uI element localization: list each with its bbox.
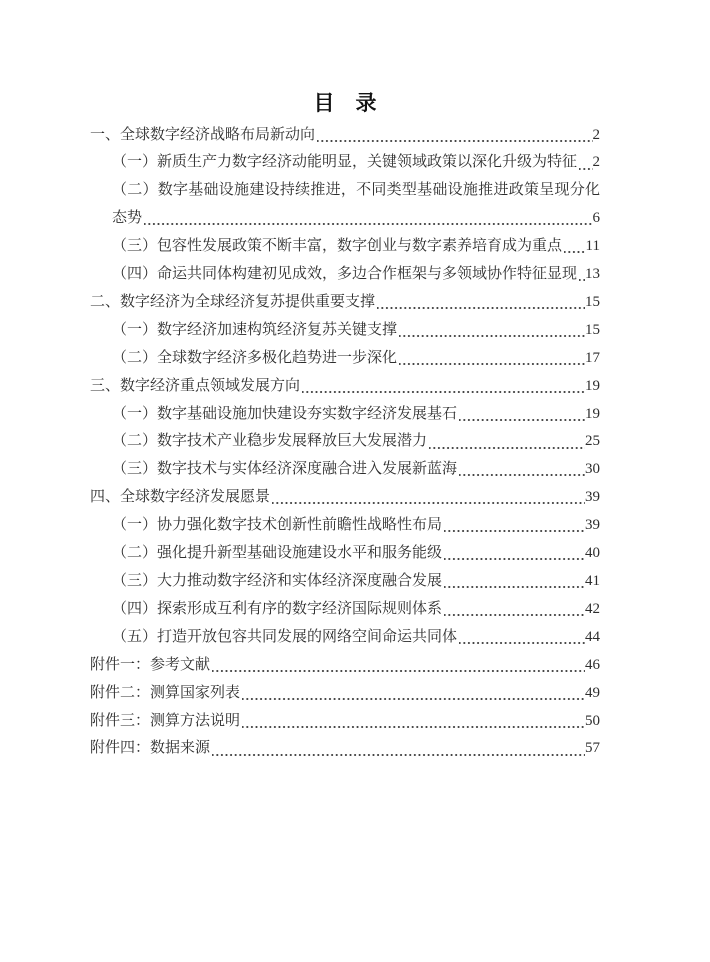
toc-entry[interactable] xyxy=(90,428,600,456)
toc-entry[interactable] xyxy=(90,624,600,652)
toc-entry-text: 二、数字经济为全球经济复苏提供重要支撑 xyxy=(90,293,376,310)
toc-list xyxy=(90,122,600,764)
toc-entry-text: 附件四：数据来源 xyxy=(90,740,211,757)
toc-dot-leader xyxy=(459,456,585,484)
toc-entry-text: 四、全球数字经济发展愿景 xyxy=(90,489,271,506)
toc-page-number: 2 xyxy=(592,154,600,171)
toc-page-number: 50 xyxy=(585,712,600,729)
toc-entry[interactable] xyxy=(90,680,600,708)
toc-entry[interactable] xyxy=(90,289,600,317)
toc-dot-leader xyxy=(377,289,585,317)
toc-entry[interactable] xyxy=(90,708,600,736)
toc-page-number: 30 xyxy=(585,461,600,478)
toc-page-number: 6 xyxy=(592,210,600,227)
toc-entry[interactable] xyxy=(90,652,600,680)
toc-entry-text: 三、数字经济重点领域发展方向 xyxy=(90,377,301,394)
toc-entry[interactable] xyxy=(90,401,600,429)
toc-dot-leader xyxy=(444,596,585,624)
toc-page-number: 46 xyxy=(585,656,600,673)
toc-page-number: 44 xyxy=(585,628,600,645)
toc-page-number: 40 xyxy=(585,545,600,562)
toc-entry-text: （一）协力强化数字技术创新性前瞻性战略性布局 xyxy=(112,517,443,534)
toc-entry-text: （二）强化提升新型基础设施建设水平和服务能级 xyxy=(112,545,443,562)
toc-page-number: 2 xyxy=(592,126,600,143)
toc-entry[interactable] xyxy=(90,512,600,540)
toc-page-number: 49 xyxy=(585,684,600,701)
toc-entry-text: （一）新质生产力数字经济动能明显，关键领域政策以深化升级为特征 xyxy=(112,154,578,171)
toc-dot-leader xyxy=(444,540,585,568)
toc-page-number: 19 xyxy=(585,405,600,422)
page-title: 目 录 xyxy=(313,92,377,115)
toc-page-number: 42 xyxy=(585,600,600,617)
toc-dot-leader xyxy=(459,624,585,652)
toc-entry[interactable] xyxy=(90,373,600,401)
toc-entry-text: 一、全球数字经济战略布局新动向 xyxy=(90,126,316,143)
toc-dot-leader xyxy=(429,428,585,456)
toc-page-number: 15 xyxy=(585,321,600,338)
toc-dot-leader xyxy=(564,233,586,261)
toc-dot-leader xyxy=(459,401,585,429)
toc-entry[interactable] xyxy=(90,735,600,763)
toc-entry[interactable] xyxy=(90,261,600,289)
toc-page-number: 13 xyxy=(585,266,601,283)
toc-dot-leader xyxy=(579,149,592,177)
toc-dot-leader xyxy=(302,373,585,401)
toc-page-number: 11 xyxy=(585,238,600,255)
toc-content xyxy=(90,92,600,763)
toc-entry-text: （二）数字基础设施建设持续推进，不同类型基础设施推进政策呈现分化 xyxy=(112,182,600,199)
toc-entry-text: （四）探索形成互利有序的数字经济国际规则体系 xyxy=(112,600,443,617)
toc-entry-text: （三）大力推动数字经济和实体经济深度融合发展 xyxy=(112,573,443,589)
toc-entry-text: （二）全球数字经济多极化趋势进一步深化 xyxy=(112,349,398,366)
toc-entry-text: 附件三：测算方法说明 xyxy=(90,712,241,729)
toc-entry[interactable] xyxy=(90,540,600,568)
toc-entry-text: 态势 xyxy=(112,210,143,227)
toc-entry[interactable] xyxy=(90,456,600,484)
toc-entry[interactable] xyxy=(90,149,600,177)
toc-page-number: 15 xyxy=(585,293,600,310)
toc-entry-text: （一）数字基础设施加快建设夯实数字经济发展基石 xyxy=(112,405,458,422)
toc-page-number: 17 xyxy=(585,349,600,366)
toc-page-number: 25 xyxy=(585,433,600,450)
toc-entry-text: （一）数字经济加速构筑经济复苏关键支撑 xyxy=(112,321,398,338)
toc-page-number: 39 xyxy=(585,517,600,534)
toc-page-number: 57 xyxy=(585,740,600,757)
toc-entry[interactable] xyxy=(90,484,600,512)
toc-entry-text: （四）命运共同体构建初见成效，多边合作框架与多领域协作特征显现 xyxy=(112,266,578,283)
toc-dot-leader xyxy=(272,484,585,512)
toc-entry-text: （三）包容性发展政策不断丰富，数字创业与数字素养培育成为重点 xyxy=(112,238,563,255)
toc-dot-leader xyxy=(144,205,592,233)
toc-entry-text: （五）打造开放包容共同发展的网络空间命运共同体 xyxy=(112,628,458,645)
toc-entry-text: 附件一：参考文献 xyxy=(90,656,211,673)
toc-entry[interactable] xyxy=(90,122,600,150)
toc-entry[interactable] xyxy=(90,345,600,373)
toc-dot-leader xyxy=(444,512,585,540)
toc-page-number: 41 xyxy=(585,573,600,589)
toc-page-number: 19 xyxy=(585,377,600,394)
toc-entry[interactable] xyxy=(90,177,600,205)
toc-page-number: 39 xyxy=(585,489,600,506)
toc-dot-leader xyxy=(212,735,585,763)
toc-dot-leader xyxy=(212,652,585,680)
toc-dot-leader xyxy=(399,317,585,345)
toc-entry-text: （二）数字技术产业稳步发展释放巨大发展潜力 xyxy=(112,433,428,450)
toc-dot-leader xyxy=(317,122,592,150)
toc-entry[interactable] xyxy=(90,596,600,624)
toc-entry[interactable] xyxy=(90,205,600,233)
toc-entry[interactable] xyxy=(90,568,600,596)
toc-dot-leader xyxy=(242,680,585,708)
toc-entry-text: 附件二：测算国家列表 xyxy=(90,684,241,701)
toc-entry[interactable] xyxy=(90,317,600,345)
toc-entry[interactable] xyxy=(90,233,600,261)
toc-dot-leader xyxy=(242,708,585,736)
toc-dot-leader xyxy=(399,345,585,373)
toc-dot-leader xyxy=(444,568,585,596)
toc-entry-text: （三）数字技术与实体经济深度融合进入发展新蓝海 xyxy=(112,461,458,478)
